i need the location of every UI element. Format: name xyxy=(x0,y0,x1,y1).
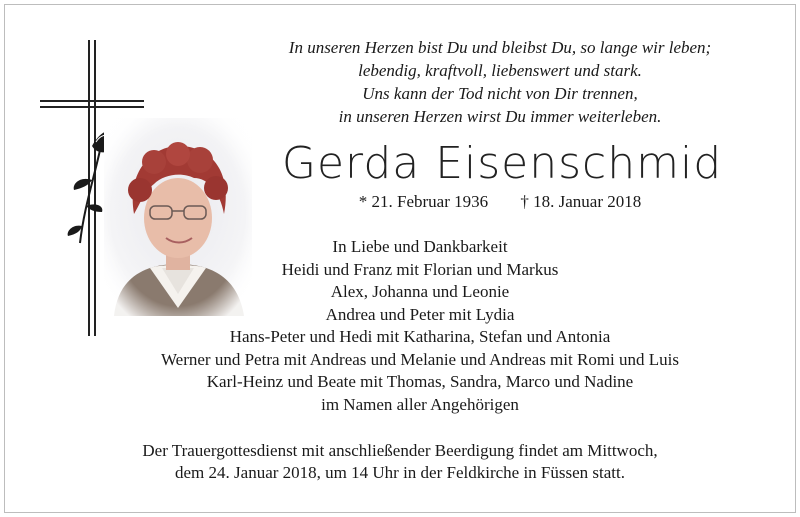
mourner-line: im Namen aller Angehörigen xyxy=(321,394,519,414)
service-line: dem 24. Januar 2018, um 14 Uhr in der Feldkirche in Füssen statt. xyxy=(175,463,625,482)
mourner-line: Heidi und Franz mit Florian und Markus xyxy=(281,259,559,279)
poem-line: Uns kann der Tod nicht von Dir trennen, xyxy=(362,84,638,103)
mourner-line: In Liebe und Dankbarkeit xyxy=(332,237,508,256)
deceased-name: Gerda Eisenschmid xyxy=(281,138,723,189)
service-announcement xyxy=(60,440,740,484)
mourner-line: Werner und Petra mit Andreas und Melanie und Andreas mit Romi und Luis xyxy=(161,349,679,369)
memorial-poem xyxy=(230,36,770,128)
mourner-line: Andrea und Peter mit Lydia xyxy=(325,304,515,324)
mourner-line: Hans-Peter und Hedi mit Katharina, Stefan und Antonia xyxy=(229,327,611,346)
poem-line: in unseren Herzen wirst Du immer weiterleben. xyxy=(338,107,662,126)
mourner-line: Karl-Heinz und Beate mit Thomas, Sandra, Marco und Nadine xyxy=(206,372,634,391)
birth-date: * 21. Februar 1936 xyxy=(358,192,489,211)
mourners-list xyxy=(100,236,740,416)
poem-line: In unseren Herzen bist Du und bleibst Du, so lange wir leben; xyxy=(288,38,712,57)
poem-line: lebendig, kraftvoll, liebenswert und stark. xyxy=(358,61,642,80)
mourner-line: Alex, Johanna und Leonie xyxy=(330,282,510,301)
life-dates xyxy=(230,192,770,212)
death-date: † 18. Januar 2018 xyxy=(520,192,642,211)
service-line: Der Trauergottesdienst mit anschließender Beerdigung findet am Mittwoch, xyxy=(142,441,658,460)
